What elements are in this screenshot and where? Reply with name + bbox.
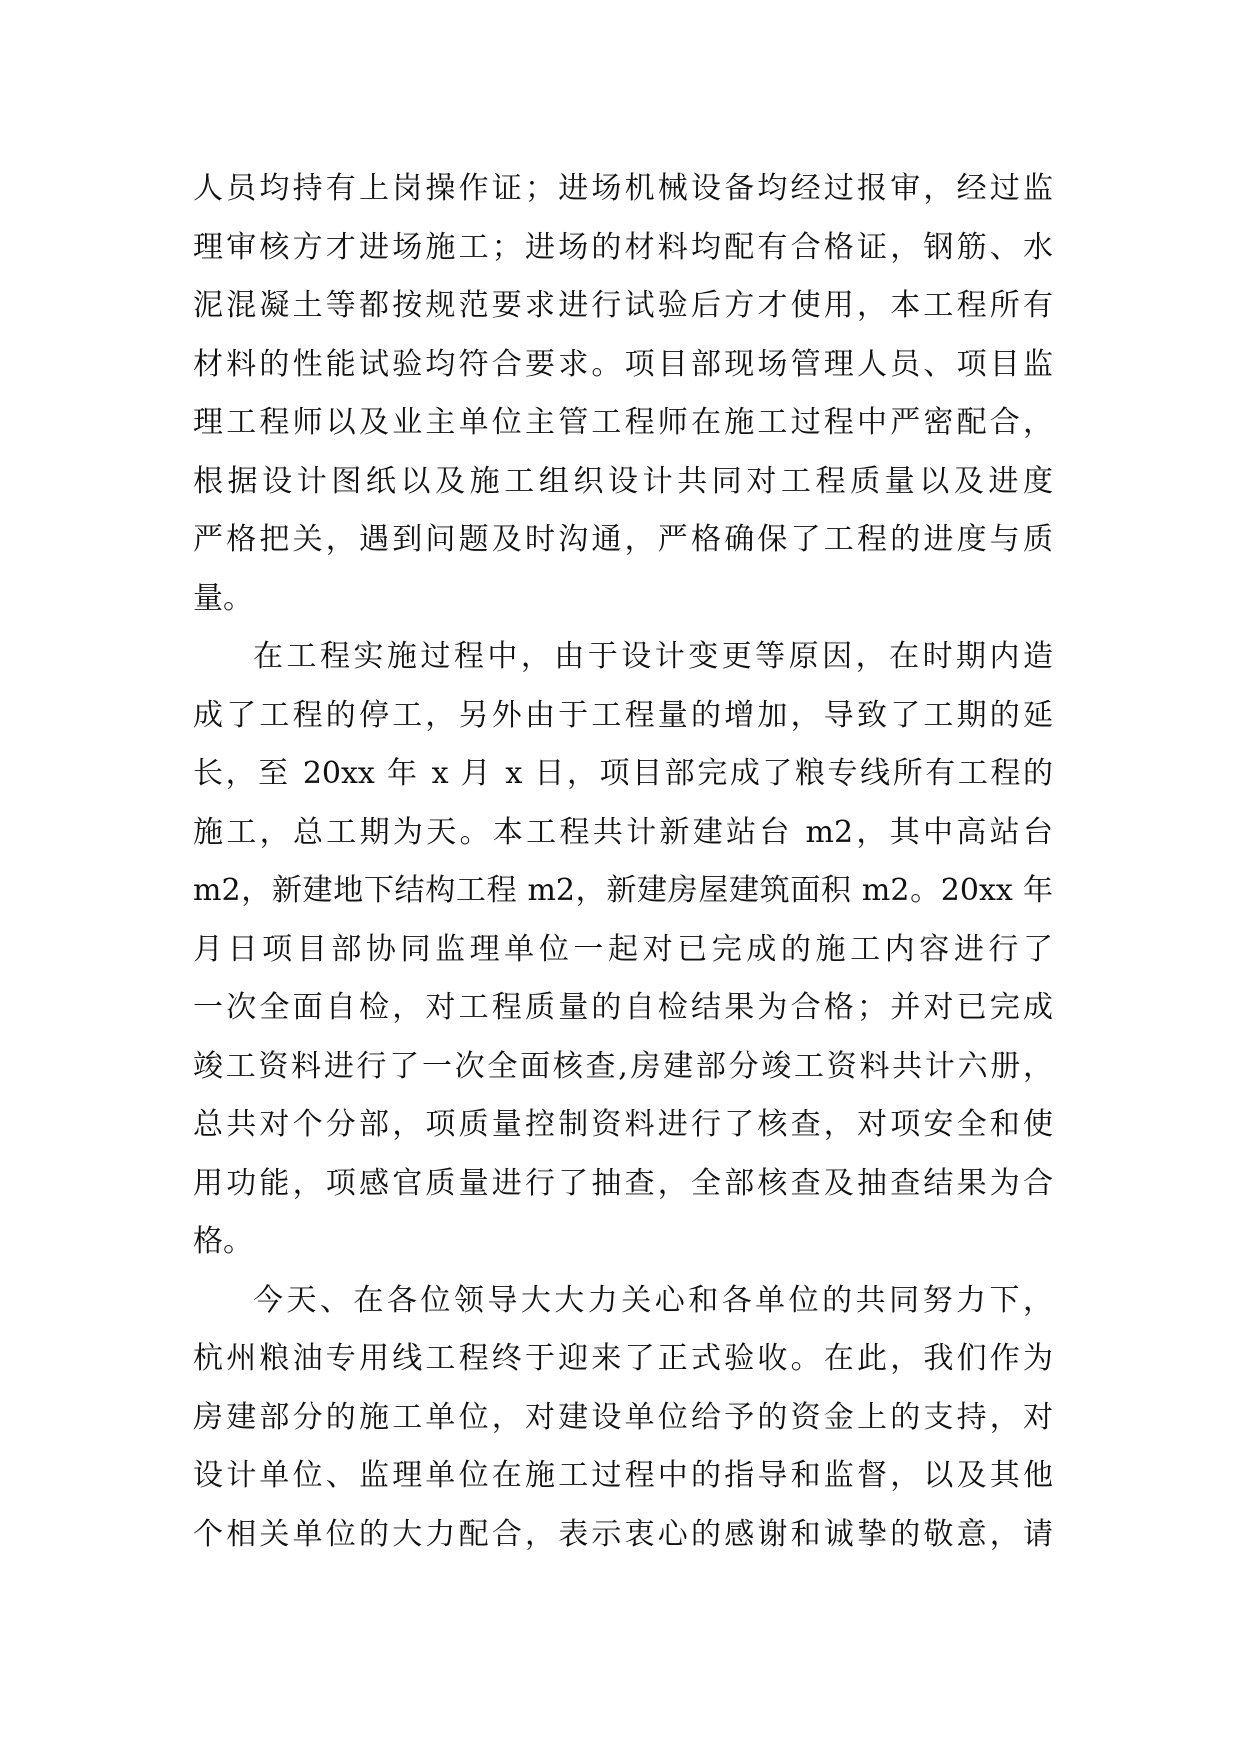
paragraph-3 <box>193 1272 1053 1565</box>
text-line: 长，至 20xx 年 x 月 x 日，项目部完成了粮专线所有工程的 <box>193 756 1053 791</box>
text-line: 今天、在各位领导大大力关心和各单位的共同努力下， <box>253 1282 1053 1318</box>
text-line: 竣工资料进行了一次全面核查,房建部分竣工资料共计六册， <box>193 1048 1053 1084</box>
text-line: m2，新建地下结构工程 m2，新建房屋建筑面积 m2。20xx 年 <box>193 873 1053 908</box>
text-line: 房建部分的施工单位，对建设单位给予的资金上的支持，对 <box>193 1399 1053 1435</box>
document-body <box>193 160 1053 1564</box>
text-line: 严格把关，遇到问题及时沟通，严格确保了工程的进度与质 <box>193 522 1053 557</box>
text-line: 月日项目部协同监理单位一起对已完成的施工内容进行了 <box>193 931 1053 967</box>
text-line: 泥混凝土等都按规范要求进行试验后方才使用，本工程所有 <box>193 288 1053 323</box>
text-line: 材料的性能试验均符合要求。项目部现场管理人员、项目监 <box>193 346 1053 382</box>
text-line: 设计单位、监理单位在施工过程中的指导和监督，以及其他 <box>193 1458 1053 1493</box>
text-line: 人员均持有上岗操作证；进场机械设备均经过报审，经过监 <box>193 171 1053 206</box>
text-line: 量。 <box>193 580 253 616</box>
text-line: 根据设计图纸以及施工组织设计共同对工程质量以及进度 <box>193 463 1053 499</box>
text-line: 理审核方才进场施工；进场的材料均配有合格证，钢筋、水 <box>193 229 1053 265</box>
text-line: 总共对个分部，项质量控制资料进行了核查，对项安全和使 <box>193 1107 1053 1142</box>
text-line: 理工程师以及业主单位主管工程师在施工过程中严密配合， <box>193 405 1053 440</box>
text-line: 一次全面自检，对工程质量的自检结果为合格；并对已完成 <box>193 990 1053 1025</box>
text-line: 在工程实施过程中，由于设计变更等原因，在时期内造 <box>253 639 1053 674</box>
text-line: 杭州粮油专用线工程终于迎来了正式验收。在此，我们作为 <box>193 1341 1053 1376</box>
paragraph-1 <box>193 160 1053 628</box>
text-line: 个相关单位的大力配合，表示衷心的感谢和诚挚的敬意，请 <box>193 1516 1053 1552</box>
paragraph-2 <box>193 628 1053 1272</box>
text-line: 成了工程的停工，另外由于工程量的增加，导致了工期的延 <box>193 697 1053 733</box>
text-line: 用功能，项感官质量进行了抽查，全部核查及抽查结果为合 <box>193 1165 1053 1201</box>
text-line: 施工，总工期为天。本工程共计新建站台 m2，其中高站台 <box>193 814 1053 850</box>
text-line: 格。 <box>193 1224 253 1259</box>
